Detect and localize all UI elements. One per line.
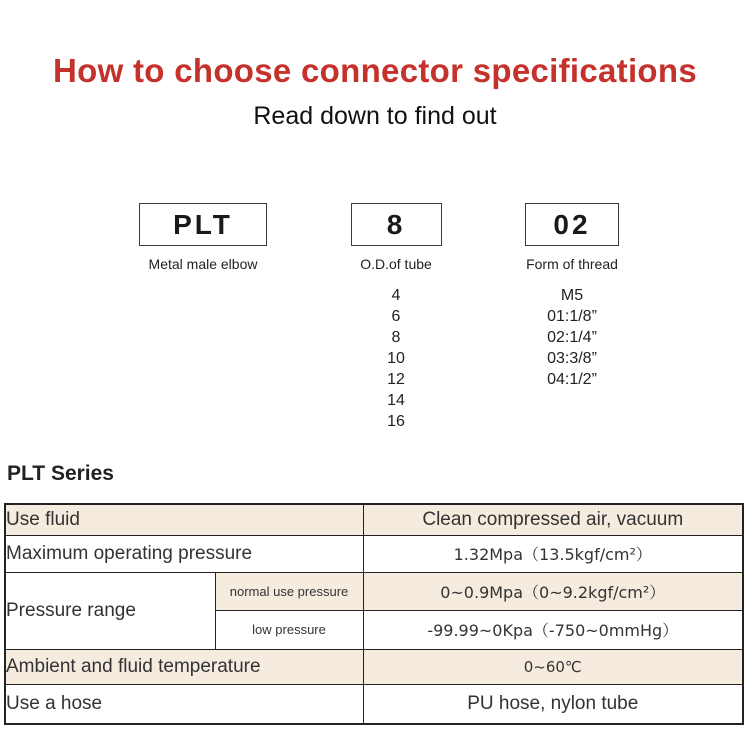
code-series: PLT (173, 208, 233, 240)
tube-size-options (320, 285, 472, 432)
code-label-thread: Form of thread (526, 256, 618, 272)
page-title: How to choose connector specifications (52, 52, 697, 89)
tube-size-option: 10 (387, 350, 405, 367)
tube-size-option: 4 (391, 287, 401, 304)
hose-value: PU hose, nylon tube (363, 684, 743, 724)
use-fluid-value: Clean compressed air, vacuum (363, 504, 743, 535)
temperature-value: 0~60℃ (363, 649, 743, 684)
code-box-tube (351, 203, 442, 246)
tube-size-option: 12 (387, 371, 405, 388)
spec-row-use-fluid (5, 504, 743, 535)
thread-form-option: M5 (560, 287, 584, 304)
thread-form-option: 01:1/8” (547, 308, 597, 325)
low-pressure-value: -99.99~0Kpa（-750~0mmHg） (363, 610, 743, 649)
low-pressure-label: low pressure (215, 610, 363, 649)
pressure-range-label: Pressure range (5, 572, 215, 649)
thread-form-option: 03:3/8” (547, 350, 597, 367)
thread-form-option: 04:1/2” (547, 371, 597, 388)
code-label-tube: O.D.of tube (360, 256, 432, 272)
normal-pressure-label: normal use pressure (215, 572, 363, 610)
spec-row-hose (5, 684, 743, 724)
thread-form-option: 02:1/4” (547, 329, 597, 346)
code-column-thread (496, 203, 648, 390)
thread-form-options (496, 285, 648, 390)
code-thread: 02 (553, 208, 591, 240)
normal-pressure-value: 0~0.9Mpa（0~9.2kgf/cm²） (363, 572, 743, 610)
spec-row-max-pressure (5, 535, 743, 572)
tube-size-option: 8 (391, 329, 401, 346)
code-column-tube (320, 203, 472, 432)
max-pressure-value: 1.32Mpa（13.5kgf/cm²） (363, 535, 743, 572)
hose-label: Use a hose (5, 684, 363, 724)
max-pressure-label: Maximum operating pressure (5, 535, 363, 572)
page-subtitle: Read down to find out (253, 102, 497, 130)
use-fluid-label: Use fluid (5, 504, 363, 535)
code-box-thread (525, 203, 619, 246)
tube-size-option: 6 (391, 308, 401, 325)
series-heading: PLT Series (7, 462, 114, 485)
temperature-label: Ambient and fluid temperature (5, 649, 363, 684)
spec-row-pressure-normal (5, 572, 743, 610)
tube-size-option: 16 (387, 413, 405, 430)
code-tube: 8 (386, 208, 406, 240)
spec-table (4, 503, 744, 725)
spec-row-temperature (5, 649, 743, 684)
code-column-series (117, 203, 289, 272)
code-box-series (139, 203, 267, 246)
tube-size-option: 14 (387, 392, 405, 409)
code-label-series: Metal male elbow (148, 256, 258, 272)
